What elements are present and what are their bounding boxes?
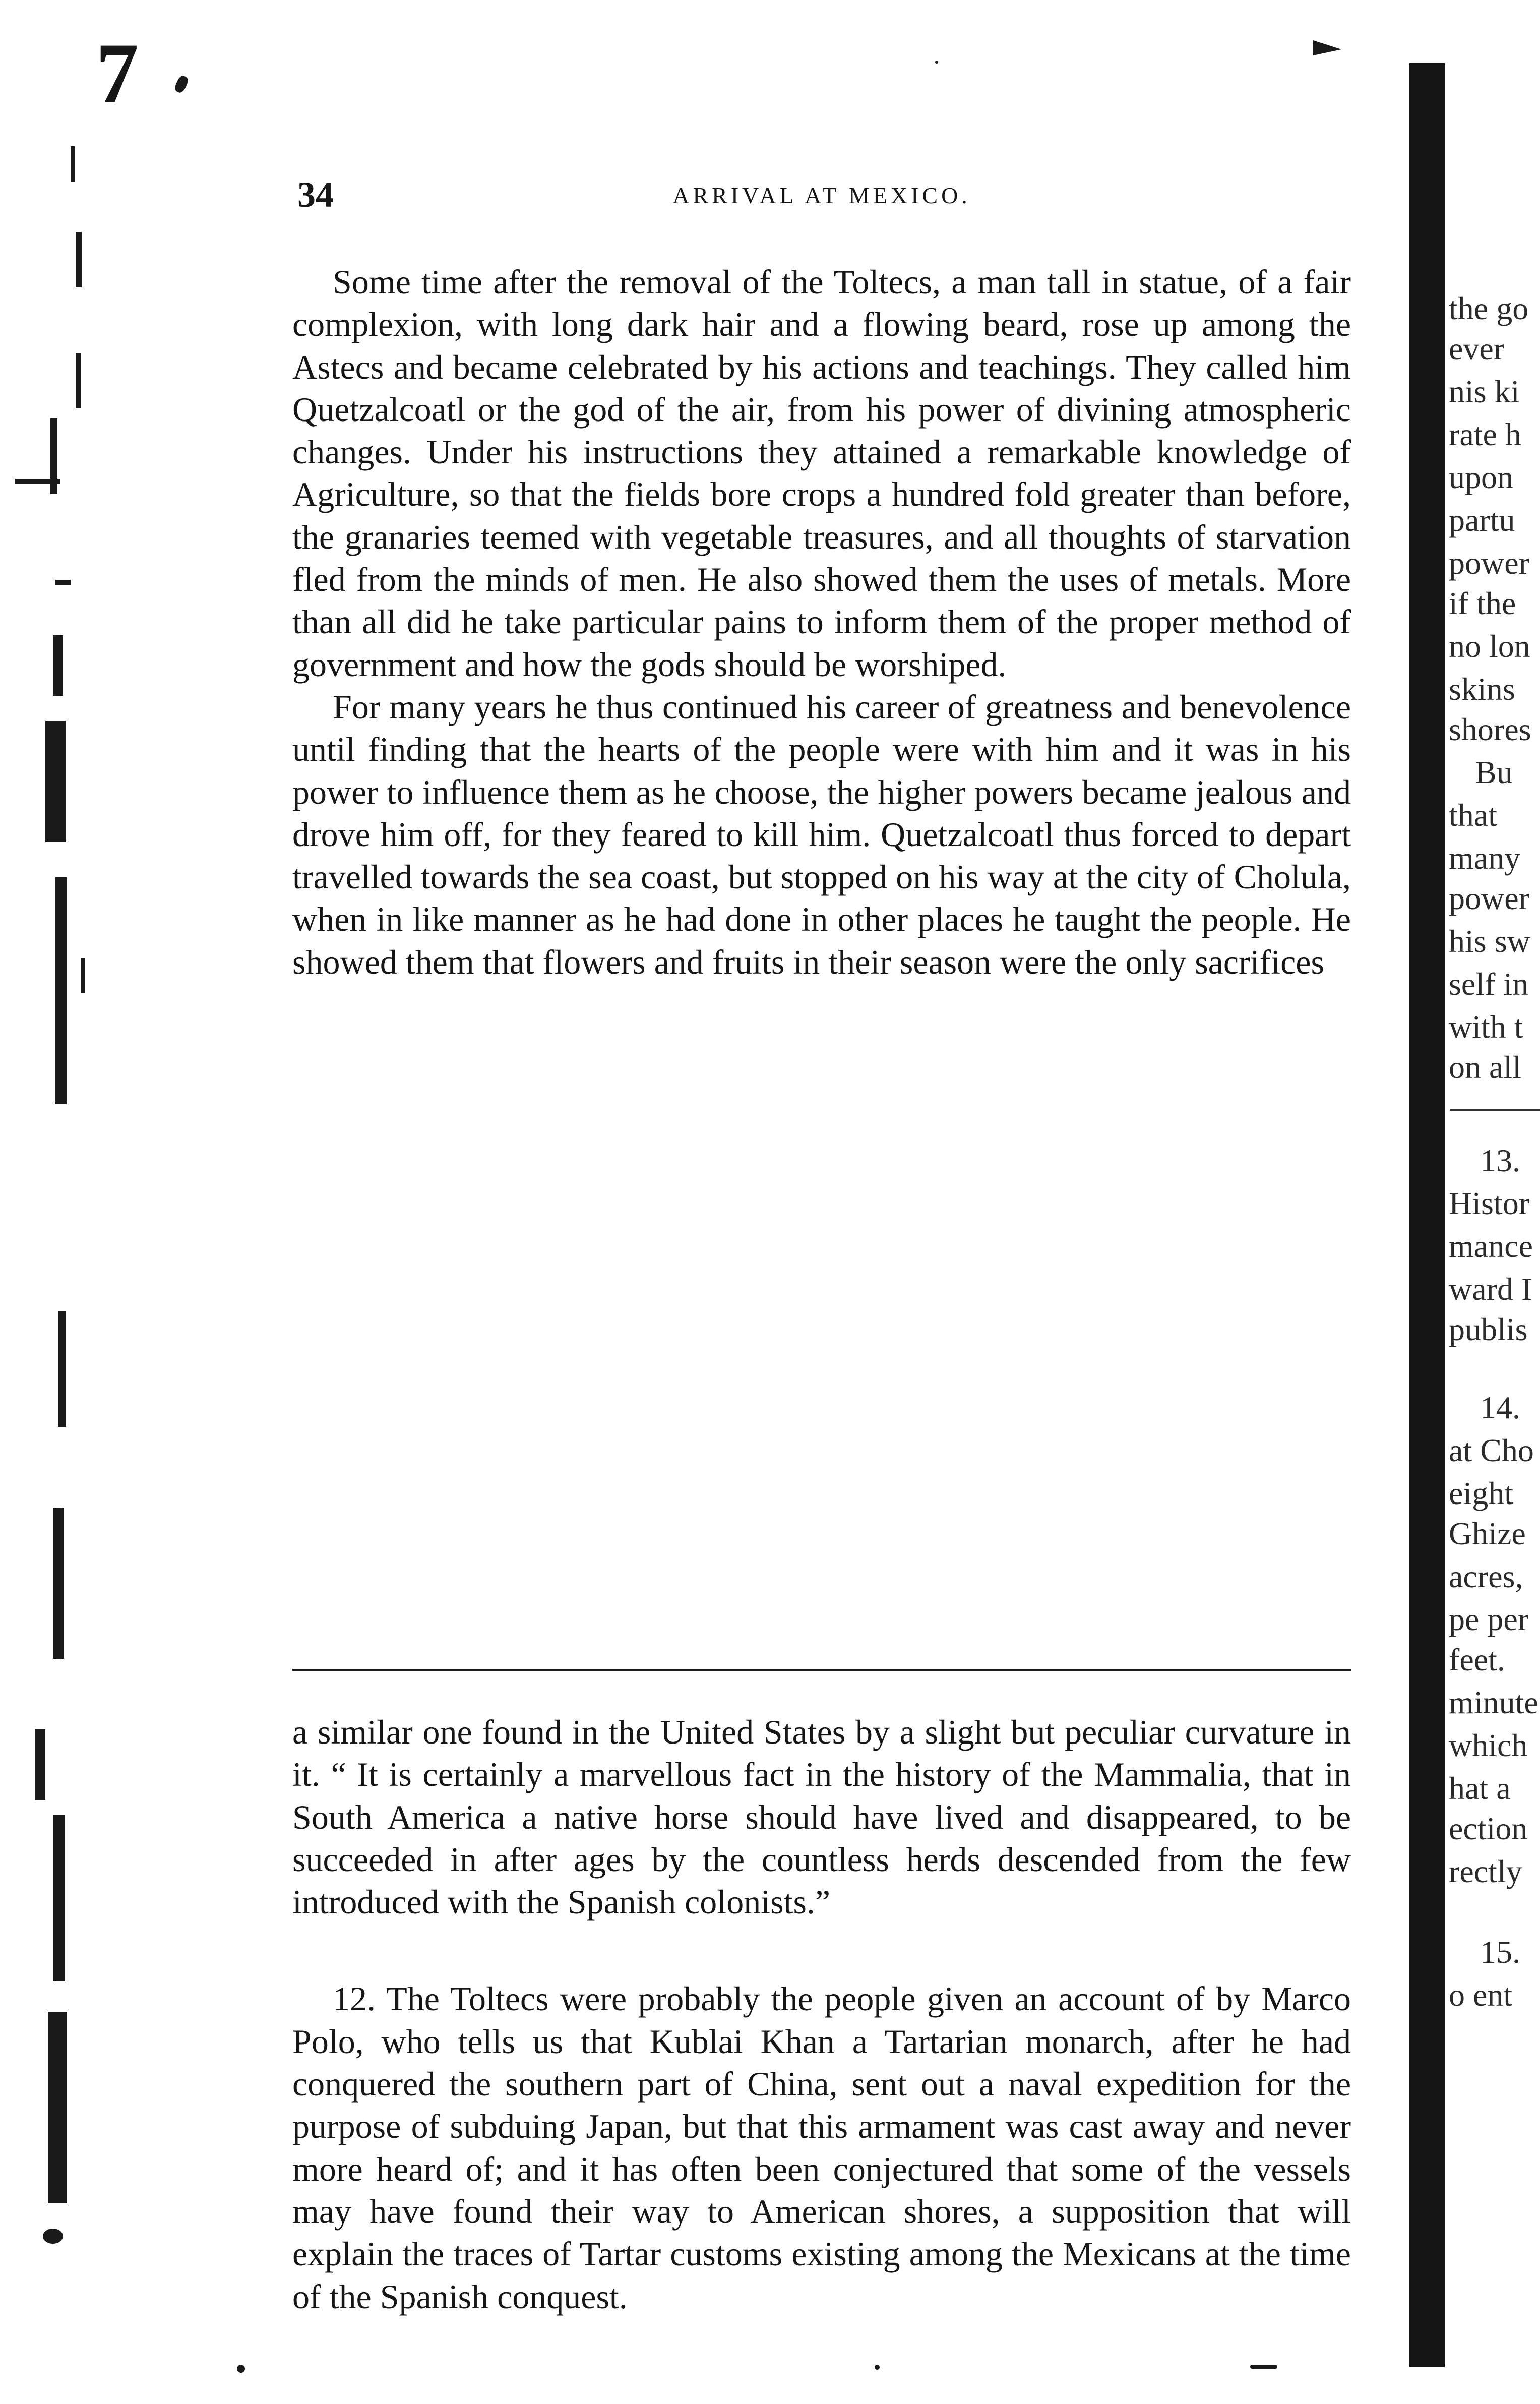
running-head bbox=[292, 174, 1351, 224]
fragment-line: ection bbox=[1449, 1811, 1528, 1846]
fragment-line: minute bbox=[1449, 1685, 1538, 1720]
fragment-line: hat a bbox=[1449, 1770, 1511, 1806]
fragment-line: rectly bbox=[1449, 1853, 1522, 1889]
ink-mark bbox=[1313, 40, 1341, 55]
fragment-line: upon bbox=[1449, 459, 1513, 495]
fragment-line: o ent bbox=[1449, 1977, 1513, 2013]
corner-mark: 7 bbox=[96, 26, 139, 121]
fragment-line: rate h bbox=[1449, 416, 1521, 452]
ink-speck bbox=[173, 74, 190, 94]
fragment-line: if the bbox=[1449, 585, 1516, 621]
fragment-line: feet. bbox=[1449, 1642, 1505, 1677]
paragraph-toltecs-quetzalcoatl: Some time after the removal of the Toltecs, a man tall in statue, of a fair complexion, with long dark hair and a flowing beard, rose up among the Astecs and became celebrated by his actions and teachings. They called him Quetzalcoatl or the god of the air, from his power of divining atmospheric changes. Under his instructions they attained a remarkable knowledge of Agriculture, so that the fields bore crops a hundred fold greater than before, the granaries teemed with vegetable treasures, and all thoughts of starvation fled from the minds of men. He also showed them the uses of metals. More than all did he take particular pains to inform them of the proper method of government and how the gods should be worshiped. bbox=[292, 263, 1351, 684]
fragment-line: his sw bbox=[1449, 923, 1530, 959]
ink-speck bbox=[935, 61, 938, 64]
paragraph-quetzalcoatl-departure: For many years he thus continued his career of greatness and benevolence until finding that the hearts of the people were with him and it was in his power to influence them as he choose, the higher powers became jealous and drove him off, for they feared to kill him. Quetzalcoatl thus forced to depart travelled towards the sea coast, but stopped on his way at the city of Cholula, when in like manner as he had done in other places he taught the people. He showed them that flowers and fruits in their season were the only sacrifices bbox=[292, 687, 1351, 981]
fragment-line: on all bbox=[1449, 1049, 1521, 1085]
fragment-line: with t bbox=[1449, 1009, 1523, 1045]
fragment-line: ward I bbox=[1449, 1271, 1532, 1307]
fragment-line: 14. bbox=[1480, 1390, 1520, 1425]
ink-speck bbox=[1250, 2365, 1277, 2369]
fragment-line: that bbox=[1449, 797, 1497, 833]
fragment-line: publis bbox=[1449, 1311, 1528, 1347]
fragment-line: mance bbox=[1449, 1228, 1533, 1264]
main-text bbox=[292, 261, 1351, 983]
page-number: 34 bbox=[297, 174, 334, 215]
adjacent-page-fragments bbox=[1445, 0, 1540, 2404]
fragment-line: pe per bbox=[1449, 1601, 1529, 1637]
fragment-line: partu bbox=[1449, 502, 1515, 538]
fragment-line: the go bbox=[1449, 290, 1529, 326]
fragment-line: skins bbox=[1449, 671, 1515, 707]
fragment-line: power bbox=[1449, 880, 1529, 916]
fragment-line: Bu bbox=[1475, 754, 1513, 790]
fragment-line: Ghize bbox=[1449, 1516, 1526, 1551]
fragment-line: acres, bbox=[1449, 1558, 1523, 1594]
footnotes bbox=[292, 1711, 1351, 2318]
fragment-line: 15. bbox=[1480, 1934, 1520, 1970]
fragment-line: which bbox=[1449, 1727, 1528, 1763]
footnote-12: 12. The Toltecs were probably the people given an account of by Marco Polo, who tells us that Kublai Khan a Tartarian monarch, after he had conquered the southern part of China, sent out a naval expedition for the purpose of subduing Japan, but that this armament was cast away and never more heard of; and it has often been conjectured that some of the vessels may have found their way to American shores, a supposition that will explain the traces of Tartar customs existing among the Mexicans at the time of the Spanish conquest. bbox=[292, 1979, 1351, 2316]
footnote-divider bbox=[292, 1669, 1351, 1671]
fragment-line: eight bbox=[1449, 1475, 1513, 1511]
ink-speck bbox=[875, 2365, 880, 2370]
fragment-line: no lon bbox=[1449, 628, 1530, 664]
footnote-continuation: a similar one found in the United States by a slight but peculiar curvature in it. “ It is certainly a marvellous fact in the history of the Mammalia, that in South America a native horse should have lived and disappeared, to be succeeded in after ages by the countless herds descended from the few introduced with the Spanish colonists.” bbox=[292, 1713, 1351, 1921]
fragment-line: 13. bbox=[1480, 1143, 1520, 1178]
running-title: ARRIVAL AT MEXICO. bbox=[672, 183, 971, 208]
fragment-line: ever bbox=[1449, 331, 1505, 367]
fragment-line: at Cho bbox=[1449, 1432, 1534, 1468]
ink-speck bbox=[237, 2365, 245, 2373]
fragment-line: many bbox=[1449, 840, 1521, 876]
adjacent-page-edge bbox=[1409, 63, 1445, 2367]
left-binding-edge bbox=[0, 0, 106, 2404]
fragment-rule bbox=[1450, 1109, 1540, 1111]
fragment-line: self in bbox=[1449, 966, 1529, 1002]
fragment-line: Histor bbox=[1449, 1185, 1529, 1221]
fragment-line: nis ki bbox=[1449, 374, 1520, 409]
fragment-line: power bbox=[1449, 545, 1529, 581]
fragment-line: shores bbox=[1449, 711, 1531, 747]
